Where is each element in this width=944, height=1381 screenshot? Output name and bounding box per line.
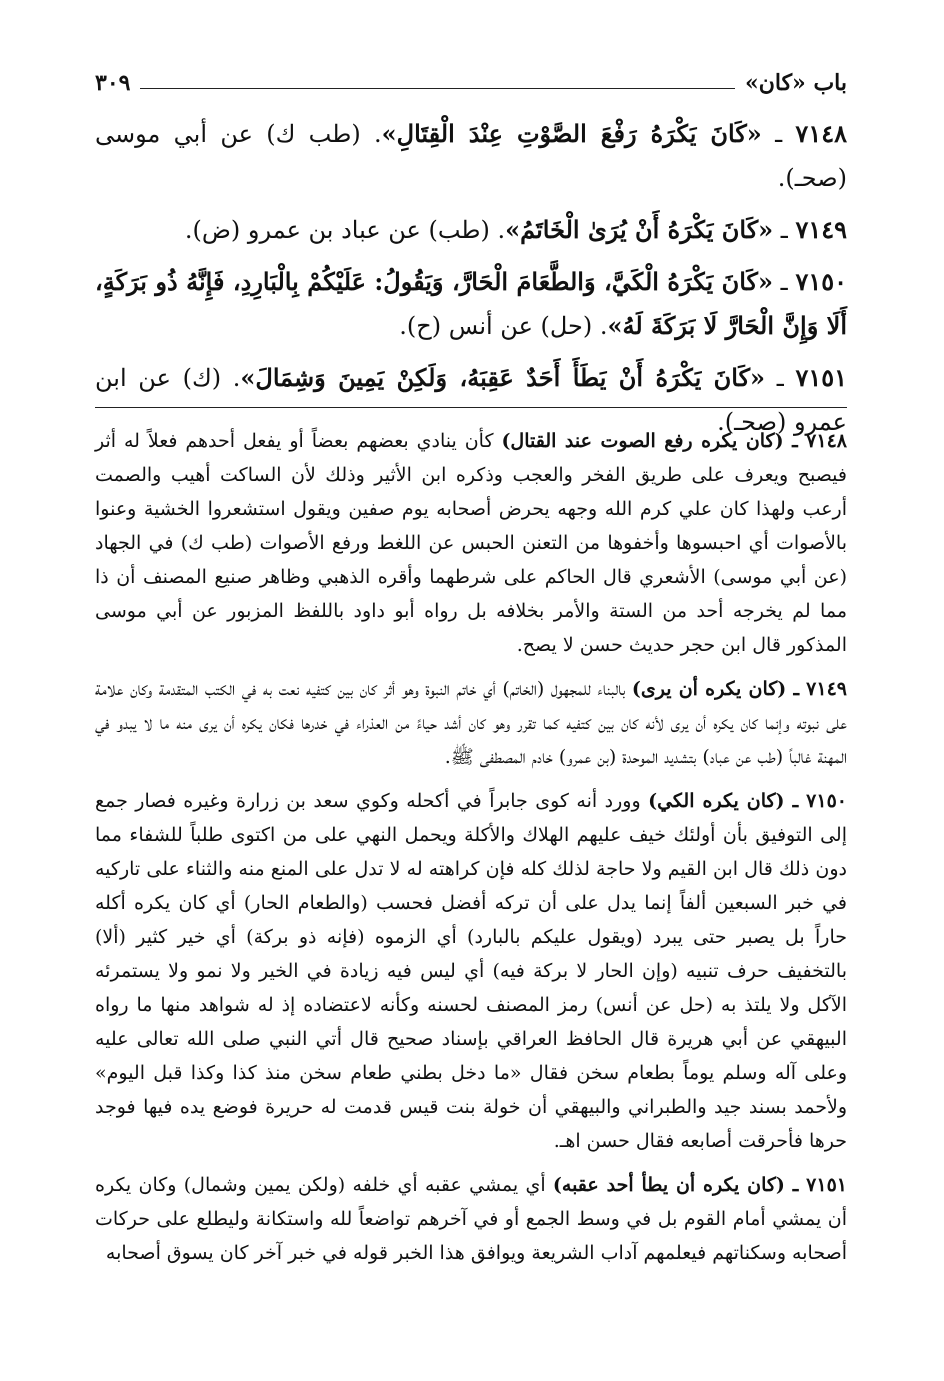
- hadith-matn: «كَانَ يَكْرَهُ أَنْ يَطَأَ أَحَدٌ عَقِبَهُ، وَلَكِنْ يَمِينَ وَشِمَالَ»: [240, 363, 766, 392]
- page-number: ٣٠٩: [95, 70, 131, 96]
- commentary-entry: ٧١٤٨ ـ (كان يكره رفع الصوت عند القتال) كأن ينادي بعضهم بعضاً أو يفعل أحدهم فعلاً له أثر فيصبح ويعرف على طريق الفخر والعجب وذكره ابن الأثير وذلك لأن الساكت أهيب والصمت أرعب ولهذا كان علي كرم الله وجهه يحرض أصحابه يوم صفين ويقول استشعروا الخشية وعنوا بالأصوات أي احبسوها وأخفوها من التعنن الحبس عن اللغط ورفع الأصوات (طب ك) في الجهاد (عن أبي موسى) الأشعري قال الحاكم على شرطهما وأقره الذهبي وظاهر صنيع المصنف أن ذا مما لم يخرجه أحد من الستة والأمر بخلافه بل رواه أبو داود باللفظ المزبور عن أبي موسى المذكور قال ابن حجر حديث حسن لا يصح.: [95, 430, 848, 656]
- commentary-entry: ٧١٥٠ ـ (كان يكره الكي) وورد أنه كوى جابراً في أكحله وكوي سعد بن زرارة وغيره فصار جمع إلى التوفيق بأن أولئك خيف عليهم الهلاك والأكلة ويحمل النهي على من اكتوى طلباً للشفاء مما دون ذلك قال ابن القيم ولا حاجة لذلك كله فإن كراهته له لا تدل على المنع منه والثناء على تاركيه في خبر السبعين ألفاً إنما يدل على أن تركه أفضل فحسب (والطعام الحار) أي كان يكره أكله حاراً بل يصبر حتى يبرد (ويقول عليكم بالبارد) أي الزموه (فإنه ذو بركة) أي خير كثير (ألا) بالتخفيف حرف تنبيه (وإن الحار لا بركة فيه) أي ليس فيه زيادة في الخير ولا نمو ولا يستمرئه الآكل ولا يلتذ به (حل عن أنس) رمز المصنف لحسنه وكأنه لاعتضاده إذ له شواهد منها ما رواه البيهقي عن أبي هريرة قال الحافظ العراقي بإسناد صحيح قال أتي النبي صلى الله تعالى عليه وعلى آله وسلم يوماً بطعام سخن فقال «ما دخل بطني طعام سخن منذ كذا وكذا قبل اليوم» ولأحمد بسند جيد والطبراني والبيهقي أن خولة بنت قيس قدمت له حريرة فوضع يده فيها فوجد حرها فأحرقت أصابعه فقال حسن اهـ.: [95, 790, 848, 1152]
- hadith-entry: ٧١٤٩ ـ «كَانَ يَكْرَهُ أَنْ يُرَىٰ الْخَاتَمُ». (طب) عن عباد بن عمرو (ض).: [184, 215, 847, 244]
- hadith-source: . (ك) عن ابن عمرو (صحـ).: [95, 364, 847, 436]
- hadith-source: . (طب) عن عباد بن عمرو (ض).: [184, 216, 506, 244]
- commentary-head: (كان يكره أن يطأ أحد عقبه): [552, 1174, 785, 1196]
- hadith-source: . (حل) عن أنس (ح).: [399, 312, 608, 340]
- commentary-head: (كان يكره أن يرى): [631, 678, 787, 700]
- commentary-entry: ٧١٤٩ ـ (كان يكره أن يرى) بالبناء للمجهول (الخاتم) أي خاتم النبوة وهو أثر كان بين كتفيه نعت به في الكتب المتقدمة وكان علامة على نبوته وإنما كان يكره أن يرى لأنه كان بين كتفيه كما تقرر وهو كان أشد حياءً من العذراء في خدرها فكان يكره أن يرى منه ما لا يبدو في المهنة غالباً (طب عن عباد) بتشديد الموحدة (بن عمرو) خادم المصطفى ﷺ.: [95, 678, 847, 768]
- commentary-section: [95, 424, 847, 1280]
- hadith-texts: [95, 112, 847, 452]
- commentary-text: بالبناء للمجهول (الخاتم) أي خاتم النبوة وهو أثر كان بين كتفيه نعت به في الكتب المتقدمة وكان علامة على نبوته وإنما كان يكره أن يرى لأنه كان بين كتفيه كما تقرر وهو كان أشد حياءً من العذراء في خدرها فكان يكره أن يرى منه ما لا يبدو في المهنة غالباً (طب عن عباد) بتشديد الموحدة (بن عمرو) خادم المصطفى ﷺ.: [95, 678, 847, 768]
- hadith-matn: «كَانَ يَكْرَهُ رَفْعَ الصَّوْتِ عِنْدَ الْقِتَالِ»: [381, 119, 762, 148]
- commentary-number: ٧١٤٩: [806, 678, 847, 700]
- hadith-number: ٧١٥١: [795, 363, 847, 392]
- commentary-number: ٧١٥٠: [806, 790, 847, 812]
- hadith-matn: «كَانَ يَكْرَهُ الْكَيَّ، وَالطَّعَامَ الْحَارَّ، وَيَقُولُ: عَلَيْكُمْ بِالْبَارِدِ، فَإِنَّهُ ذُو بَرَكَةٍ، أَلَا وَإِنَّ الْحَارَّ لَا بَرَكَةَ لَهُ»: [95, 267, 847, 340]
- commentary-text: وورد أنه كوى جابراً في أكحله وكوي سعد بن زرارة وغيره فصار جمع إلى التوفيق بأن أولئك خيف عليهم الهلاك والأكلة ويحمل النهي على من اكتوى طلباً للشفاء مما دون ذلك قال ابن القيم ولا حاجة لذلك كله فإن كراهته له لا تدل على المنع منه والثناء على تاركيه في خبر السبعين ألفاً إنما يدل على أن تركه أفضل فحسب (والطعام الحار) أي كان يكره أكله حاراً بل يصبر حتى يبرد (ويقول عليكم بالبارد) أي الزموه (فإنه ذو بركة) أي خير كثير (ألا) بالتخفيف حرف تنبيه (وإن الحار لا بركة فيه) أي ليس فيه زيادة في الخير ولا نمو ولا يستمرئه الآكل ولا يلتذ به (حل عن أنس) رمز المصنف لحسنه وكأنه لاعتضاده إذ له شواهد منها ما رواه البيهقي عن أبي هريرة قال الحافظ العراقي بإسناد صحيح قال أتي النبي صلى الله تعالى عليه وعلى آله وسلم يوماً بطعام سخن فقال «ما دخل بطني طعام سخن منذ كذا وكذا قبل اليوم» ولأحمد بسند جيد والطبراني والبيهقي أن خولة بنت قيس قدمت له حريرة فوضع يده فيها فوجد حرها فأحرقت أصابعه فقال حسن اهـ.: [95, 790, 848, 1152]
- commentary-entry: ٧١٥١ ـ (كان يكره أن يطأ أحد عقبه) أي يمشي عقبه أي خلفه (ولكن يمين وشمال) وكان يكره أن يمشي أمام القوم بل في وسط الجمع أو في آخرهم تواضعاً لله واستكانة وليطلع على حركات أصحابه وسكناتهم فيعلمهم آداب الشريعة ويوافق هذا الخبر قوله في خبر آخر كان يسوق أصحابه: [95, 1174, 847, 1264]
- commentary-head: (كان يكره رفع الصوت عند القتال): [501, 430, 784, 452]
- hadith-matn: «كَانَ يَكْرَهُ أَنْ يُرَىٰ الْخَاتَمُ»: [505, 215, 774, 244]
- commentary-text: كأن ينادي بعضهم بعضاً أو يفعل أحدهم فعلاً له أثر فيصبح ويعرف على طريق الفخر والعجب وذكره ابن الأثير وذلك لأن الساكت أهيب والصمت أرعب ولهذا كان علي كرم الله وجهه يحرض أصحابه يوم صفين ويقول استشعروا الخشية وعنوا بالأصوات أي احبسوها وأخفوها من التعنن الحبس عن اللغط ورفع الأصوات (طب ك) في الجهاد (عن أبي موسى) الأشعري قال الحاكم على شرطهما وأقره الذهبي وظاهر صنيع المصنف أن ذا مما لم يخرجه أحد من الستة والأمر بخلافه بل رواه أبو داود باللفظ المزبور عن أبي موسى المذكور قال ابن حجر حديث حسن لا يصح.: [95, 430, 848, 656]
- hadith-source: . (طب ك) عن أبي موسى (صحـ).: [95, 120, 847, 192]
- hadith-number: ٧١٤٩: [795, 215, 847, 244]
- commentary-number: ٧١٤٨: [806, 430, 847, 452]
- commentary-head: (كان يكره الكي): [648, 790, 785, 812]
- hadith-number: ٧١٤٨: [795, 119, 847, 148]
- section-divider: [95, 407, 847, 408]
- page-header: [95, 60, 847, 94]
- header-rule: [140, 88, 735, 89]
- running-title: باب «كان»: [744, 70, 847, 96]
- hadith-entry: ٧١٥٠ ـ «كَانَ يَكْرَهُ الْكَيَّ، وَالطَّعَامَ الْحَارَّ، وَيَقُولُ: عَلَيْكُمْ بِالْبَارِدِ، فَإِنَّهُ ذُو بَرَكَةٍ، أَلَا وَإِنَّ الْحَارَّ لَا بَرَكَةَ لَهُ». (حل) عن أنس (ح).: [95, 267, 847, 340]
- commentary-number: ٧١٥١: [806, 1174, 847, 1196]
- hadith-entry: ٧١٤٨ ـ «كَانَ يَكْرَهُ رَفْعَ الصَّوْتِ عِنْدَ الْقِتَالِ». (طب ك) عن أبي موسى (صحـ).: [95, 119, 847, 192]
- hadith-number: ٧١٥٠: [795, 267, 847, 296]
- hadith-entry: ٧١٥١ ـ «كَانَ يَكْرَهُ أَنْ يَطَأَ أَحَدٌ عَقِبَهُ، وَلَكِنْ يَمِينَ وَشِمَالَ». (ك) عن ابن عمرو (صحـ).: [95, 363, 847, 436]
- commentary-text: أي يمشي عقبه أي خلفه (ولكن يمين وشمال) وكان يكره أن يمشي أمام القوم بل في وسط الجمع أو في آخرهم تواضعاً لله واستكانة وليطلع على حركات أصحابه وسكناتهم فيعلمهم آداب الشريعة ويوافق هذا الخبر قوله في خبر آخر كان يسوق أصحابه: [95, 1174, 847, 1264]
